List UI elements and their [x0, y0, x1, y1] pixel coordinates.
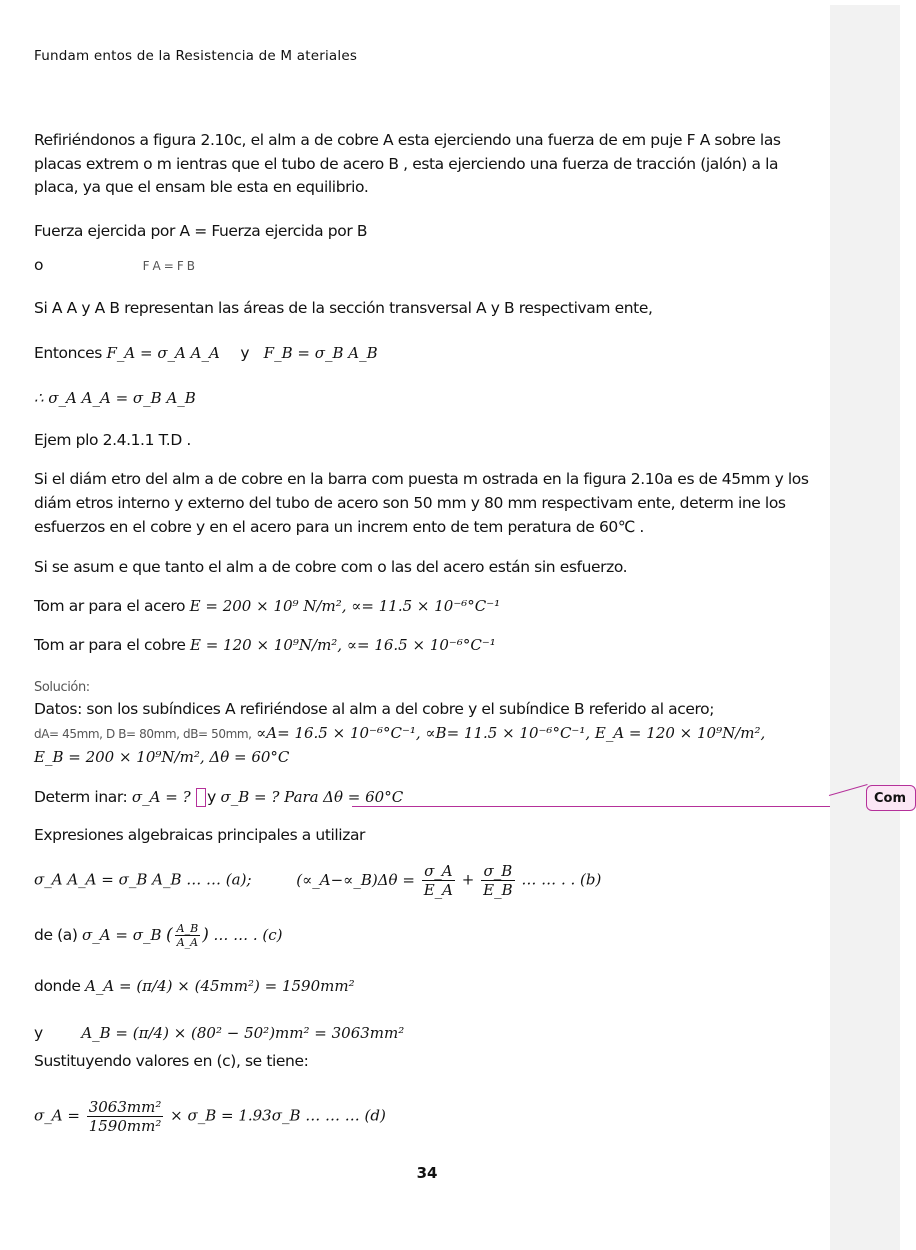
close-paren: ) — [202, 925, 209, 945]
area-B-row — [34, 1024, 404, 1042]
copper-equation: E = 120 × 10⁹N/m², ∝= 16.5 × 10⁻⁶°C⁻¹ — [190, 636, 496, 654]
therefore-equation: ∴ σ_A A_A = σ_B A_B — [34, 389, 196, 407]
equation-a: σ_A A_A = σ_B A_B … … (a); — [34, 870, 252, 889]
equation-b-end: … … . . (b) — [521, 870, 602, 889]
substituting-line: Sustituyendo valores en (c), se tiene: — [34, 1052, 309, 1070]
o-equation: F A = F B — [142, 259, 195, 273]
determinar-y: y — [207, 788, 216, 806]
equation-d-right: × σ_B = 1.93σ_B … … … (d) — [170, 1106, 386, 1125]
margin-top-strip — [830, 0, 900, 5]
para2-line3: esfuerzos en el cobre y en el acero para un increm ento de tem peratura de 60℃ . — [34, 518, 644, 536]
donde-label: donde — [34, 977, 81, 995]
para3: Si se asum e que tanto el alm a de cobre com o las del acero están sin esfuerzo. — [34, 558, 628, 576]
entonces-label: Entonces — [34, 344, 102, 362]
entonces-equation-2: F_B = σ_B A_B — [263, 344, 378, 362]
para2-line1: Si el diám etro del alm a de cobre en la barra com puesta m ostrada en la figura 2.10a es de 45mm y los — [34, 470, 809, 488]
areas-line: Si A A y A B representan las áreas de la sección transversal A y B respectivam ente, — [34, 299, 653, 317]
copper-properties-row — [34, 636, 496, 654]
force-equality-line: Fuerza ejercida por A = Fuerza ejercida por B — [34, 222, 368, 240]
steel-equation: E = 200 × 10⁹ N/m², ∝= 11.5 × 10⁻⁶°C⁻¹ — [189, 597, 501, 615]
determinar-row — [34, 788, 403, 807]
steel-properties-row — [34, 597, 500, 615]
running-header: Fundam entos de la Resistencia de M ateriales — [34, 48, 358, 64]
equation-d-left: σ_A = — [34, 1106, 80, 1125]
frac-den: 1590mm² — [88, 1117, 162, 1135]
datos-dimensions: dA= 45mm, D B= 80mm, dB= 50mm, — [34, 727, 252, 741]
y-label: y — [240, 344, 250, 362]
area-B-equation: A_B = (π/4) × (80² − 50²)mm² = 3063mm² — [81, 1024, 405, 1042]
equation-b-left: (∝_A−∝_B)Δθ = — [296, 870, 415, 889]
y2-label: y — [34, 1024, 43, 1042]
area-A-row — [34, 977, 355, 995]
frac-den: E_B — [483, 881, 513, 899]
fraction-areas — [87, 1098, 164, 1135]
de-label: de (a) — [34, 926, 78, 944]
page-number: 34 — [416, 1164, 438, 1182]
steel-label: Tom ar para el acero — [34, 597, 186, 615]
determinar-equation-3: Δθ = 60°C — [323, 788, 404, 806]
equation-c-row — [34, 922, 283, 949]
datos-line2 — [34, 724, 765, 742]
para1-line2: placas extrem o m ientras que el tubo de acero B , esta ejerciendo una fuerza de tracción (jalón) a la — [34, 155, 779, 173]
fraction-sigmaB-EB — [481, 862, 514, 899]
example-title: Ejem plo 2.4.1.1 T.D . — [34, 431, 191, 449]
equation-b-plus: + — [461, 870, 475, 889]
copper-label: Tom ar para el cobre — [34, 636, 186, 654]
comment-anchor[interactable] — [196, 788, 206, 807]
area-A-equation: A_A = (π/4) × (45mm²) = 1590mm² — [85, 977, 355, 995]
equation-a-b-row — [34, 862, 601, 899]
datos-line3: E_B = 200 × 10⁹N/m², Δθ = 60°C — [34, 748, 290, 766]
entonces-equation-1: F_A = σ_A A_A — [106, 344, 220, 362]
o-label: o — [34, 256, 44, 274]
determinar-equation-1: σ_A = ? — [131, 788, 191, 806]
frac-num: σ_B — [481, 862, 514, 881]
determinar-equation-2: σ_B = ? Para — [220, 788, 319, 806]
frac-num: A_B — [176, 922, 199, 935]
expressions-label: Expresiones algebraicas principales a utilizar — [34, 826, 366, 844]
fraction-sigmaA-EA — [422, 862, 455, 899]
solution-label: Solución: — [34, 680, 90, 695]
comment-balloon[interactable]: Com — [866, 785, 916, 811]
equation-c-left: σ_A = σ_B — [82, 926, 162, 944]
comment-margin-pane — [830, 0, 900, 1250]
comment-connector-line — [352, 806, 830, 807]
para2-line2: diám etros interno y externo del tubo de acero son 50 mm y 80 mm respectivam ente, determ ine los — [34, 494, 786, 512]
frac-num: 3063mm² — [88, 1098, 162, 1116]
frac-num: σ_A — [422, 862, 455, 881]
para1-line1: Refiriéndonos a figura 2.10c, el alm a de cobre A esta ejerciendo una fuerza de em puje F A sobre las — [34, 131, 781, 149]
para1-line3: placa, ya que el ensam ble esta en equilibrio. — [34, 178, 369, 196]
datos-line1: Datos: son los subíndices A refiriéndose al alm a del cobre y el subíndice B referido al acero; — [34, 700, 715, 718]
determinar-label: Determ inar: — [34, 788, 128, 806]
open-paren: ( — [166, 925, 173, 945]
entonces-row — [34, 344, 378, 362]
frac-den: E_A — [423, 881, 453, 899]
frac-den: A_A — [176, 936, 199, 949]
o-equation-row — [34, 256, 195, 274]
datos-coefficients: ∝A= 16.5 × 10⁻⁶°C⁻¹, ∝B= 11.5 × 10⁻⁶°C⁻¹, E_A = 120 × 10⁹N/m², — [256, 724, 766, 742]
fraction-AB-AA — [175, 922, 201, 949]
equation-c-end: … … . (c) — [213, 926, 283, 944]
equation-d-row — [34, 1098, 386, 1135]
